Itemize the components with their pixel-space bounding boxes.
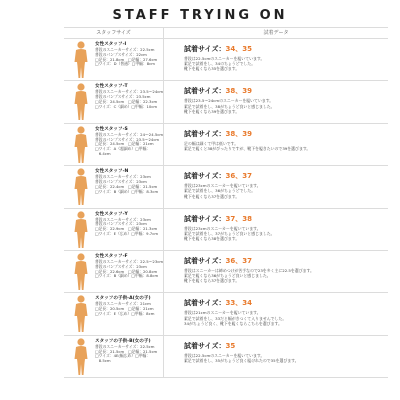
staff-silhouette-icon <box>70 167 92 207</box>
size-values: 35 <box>225 341 236 350</box>
staff-table <box>64 27 388 378</box>
staff-silhouette-icon <box>70 294 92 334</box>
comment-line: 素足で試着をし、36がちょうどでした。 <box>184 188 256 194</box>
try-on-comment <box>184 183 388 199</box>
staff-name: 女性スタッフ-I <box>95 42 127 47</box>
comment-line: 靴下を履くなら35を選びます。 <box>184 66 240 72</box>
comment-line: 靴下を履くなら38を選びます。 <box>184 235 240 241</box>
comment-line: 素足で試着をし、35がちょうど良く履けれたので35を選びます。 <box>184 357 299 363</box>
table-header <box>64 28 388 39</box>
staff-name: 女性スタッフ-N <box>95 169 129 175</box>
staff-silhouette-icon <box>70 40 92 80</box>
comment-line: 素足で試着をし、33だと幅がきつくて入りませんでした。 <box>184 315 287 321</box>
staff-silhouette-icon <box>70 82 92 122</box>
size-values: 36、37 <box>225 172 252 181</box>
comment-line: 靴下を履くなら37を選びます。 <box>184 278 240 284</box>
staff-measurement: 普段のスニーカーサイズ：23.5〜24cm <box>95 89 164 95</box>
staff-measurement: □ワイズ：B（細め）□甲幅：8.3cm <box>95 188 159 194</box>
staff-measurement: □足長：22.9cm □足幅：21.3cm <box>95 226 158 232</box>
try-on-result <box>164 293 388 334</box>
comment-line: 普段はスニーカーは締めつけが苦手なので23を多く主に22.5を選びます。 <box>184 267 314 273</box>
staff-measurement: □ワイズ：4E(幅広め）□甲幅： <box>95 353 151 359</box>
staff-info <box>64 336 164 377</box>
header-review: 試着データ <box>263 30 289 36</box>
try-on-comment <box>184 353 388 363</box>
staff-info <box>64 209 164 250</box>
staff-silhouette-icon <box>70 210 92 250</box>
size-label: 試着サイズ： <box>184 45 226 53</box>
comment-line: 足の幅は細くて甲は低いです。 <box>184 140 239 146</box>
try-on-result <box>164 209 388 250</box>
page-title: STAFF TRYING ON <box>112 8 288 23</box>
comment-line: 普段は23.5〜24cmのスニーカーを履いています。 <box>184 98 274 104</box>
staff-row <box>64 166 388 208</box>
staff-measurement: 普段のパンプスサイズ：23.5cm <box>95 94 151 100</box>
staff-info <box>64 166 164 207</box>
try-on-result <box>164 166 388 207</box>
try-on-comment <box>184 268 388 284</box>
staff-row <box>64 293 388 335</box>
staff-row <box>64 124 388 166</box>
table-body <box>64 39 388 378</box>
comment-line: 34がちょうど良く、靴下を履くならこちらを選びます。 <box>184 320 282 326</box>
staff-info <box>64 251 164 292</box>
staff-measurement: 普段のパンプスサイズ：23cm <box>95 263 147 269</box>
staff-measurement: □ワイズ：B（細め）□甲幅：8.8cm <box>95 273 159 279</box>
staff-measurement: □ワイズ：E（広め）□甲幅：9.7cm <box>95 230 159 236</box>
staff-row <box>64 251 388 293</box>
staff-silhouette-icon <box>70 252 92 292</box>
comment-line: 素足で試着をし、38がちょうど良いと感じました。 <box>184 103 275 109</box>
staff-measurement: 8.5cm <box>95 358 111 364</box>
staff-name: スタッフの子供-B(女の子) <box>95 338 151 344</box>
staff-row <box>64 336 388 378</box>
try-on-result <box>164 124 388 165</box>
try-on-comment <box>184 226 388 242</box>
try-on-result <box>164 251 388 292</box>
staff-measurement: □足長：24.5cm □足幅：22.3cm <box>95 98 158 104</box>
size-values: 33、34 <box>225 299 252 308</box>
comment-line: 素足で履くなら36がちょうど良いと感じました。 <box>184 273 271 279</box>
staff-measurement: 普段のスニーカーサイズ：22.5cm <box>95 47 155 52</box>
try-on-size <box>184 341 388 351</box>
comment-line: 普段は23cmのスニーカーを履いています。 <box>184 183 261 189</box>
staff-measurement: □足長：21.5cm □足幅：21.5cm <box>95 348 158 354</box>
staff-measurement: □足長：20.5cm □足幅：21cm <box>95 306 154 312</box>
size-values: 38、39 <box>225 129 252 138</box>
staff-info <box>64 124 164 165</box>
staff-row <box>64 81 388 123</box>
staff-measurement: 6.4cm <box>95 150 111 156</box>
try-on-size <box>184 44 388 54</box>
staff-info <box>64 81 164 122</box>
comment-line: 普段は22.5cmのスニーカーを履いています。 <box>184 352 265 358</box>
staff-measurement: 普段のスニーカーサイズ：21cm <box>95 301 151 307</box>
comment-line: 普段は21cmのスニーカーを履いています。 <box>184 310 261 316</box>
try-on-comment <box>184 98 388 114</box>
staff-measurement: 普段のパンプスサイズ：22cm <box>95 51 147 57</box>
try-on-comment <box>184 141 388 151</box>
try-on-comment <box>184 56 388 72</box>
staff-silhouette-icon <box>70 125 92 165</box>
staff-measurement: □ワイズ：C（細め）□甲幅：10cm <box>95 103 158 109</box>
comment-line: 素足で履くと38がぴったりですが、靴下を履きたいので39を選びます。 <box>184 145 311 151</box>
size-values: 34、35 <box>225 45 252 53</box>
comment-line: 靴下を履くなら37を選びます。 <box>184 193 240 199</box>
try-on-size <box>184 256 388 266</box>
try-on-result <box>164 81 388 122</box>
comment-line: 普段は22.5cmのスニーカーを履いています。 <box>184 56 265 61</box>
try-on-comment <box>184 310 388 326</box>
staff-measurement: 普段のパンプスサイズ：23.5〜24cm <box>95 136 160 142</box>
size-values: 36、37 <box>225 256 252 265</box>
try-on-result <box>164 336 388 377</box>
size-label: 試着サイズ： <box>184 299 226 308</box>
staff-measurement: □ワイズ：A（超細め）□甲幅： <box>95 146 151 152</box>
staff-measurement: 普段のスニーカーサイズ：22.5〜23cm <box>95 258 164 264</box>
staff-measurement: 普段のスニーカーサイズ：22.5cm <box>95 343 155 349</box>
comment-line: 素足で試着をし、37がちょうど良いと感じました。 <box>184 230 275 236</box>
size-values: 38、39 <box>225 87 252 96</box>
try-on-size <box>184 171 388 181</box>
staff-silhouette-icon <box>70 337 92 377</box>
staff-name: 女性スタッフ-S <box>95 126 128 132</box>
staff-measurement: 普段のスニーカーサイズ：23cm <box>95 216 151 222</box>
staff-measurement: 普段のスニーカーサイズ：23cm <box>95 174 151 180</box>
size-values: 37、38 <box>225 214 252 223</box>
size-label: 試着サイズ： <box>184 129 226 138</box>
size-label: 試着サイズ： <box>184 214 226 223</box>
staff-row <box>64 39 388 81</box>
comment-line: 普段は23cmのスニーカーを履いています。 <box>184 225 261 231</box>
staff-measurement: □足長：21.8cm □足幅：27.6cm <box>95 56 158 62</box>
staff-row <box>64 209 388 251</box>
staff-name: 女性スタッフ-T <box>95 84 128 90</box>
staff-info <box>64 293 164 334</box>
try-on-size <box>184 129 388 139</box>
staff-measurement: □足長：24.5cm □足幅：21cm <box>95 141 154 147</box>
header-staff: スタッフサイズ <box>64 28 164 38</box>
try-on-size <box>184 298 388 308</box>
try-on-size <box>184 86 388 96</box>
comment-line: 靴下を履くなら39を選びます。 <box>184 108 240 114</box>
staff-name: スタッフの子供-A(女の子) <box>95 296 151 302</box>
staff-measurement: 普段のパンプスサイズ：23cm <box>95 178 147 184</box>
staff-name: 女性スタッフ-F <box>95 253 128 259</box>
staff-measurement: □ワイズ：D（普通）□甲幅：8cm <box>95 61 155 67</box>
staff-name: 女性スタッフ-Y <box>95 211 128 217</box>
staff-measurement: 普段のパンプスサイズ：23cm <box>95 221 147 227</box>
try-on-size <box>184 214 388 224</box>
comment-line: 素足で試着をし、34のちょうどでした。 <box>184 61 256 67</box>
staff-measurement: □ワイズ：E（広め）□甲幅：8cm <box>95 310 155 316</box>
staff-info <box>64 39 164 80</box>
size-label: 試着サイズ： <box>184 172 226 181</box>
size-label: 試着サイズ： <box>184 256 226 265</box>
staff-measurement: 普段のスニーカーサイズ：24〜24.5cm <box>95 131 164 137</box>
try-on-result <box>164 39 388 80</box>
staff-measurement: □足長：22.6cm □足幅：20.8cm <box>95 268 158 274</box>
size-label: 試着サイズ： <box>184 87 226 96</box>
staff-measurement: □足長：22.4cm □足幅：21.5cm <box>95 183 158 189</box>
size-label: 試着サイズ： <box>184 341 226 350</box>
